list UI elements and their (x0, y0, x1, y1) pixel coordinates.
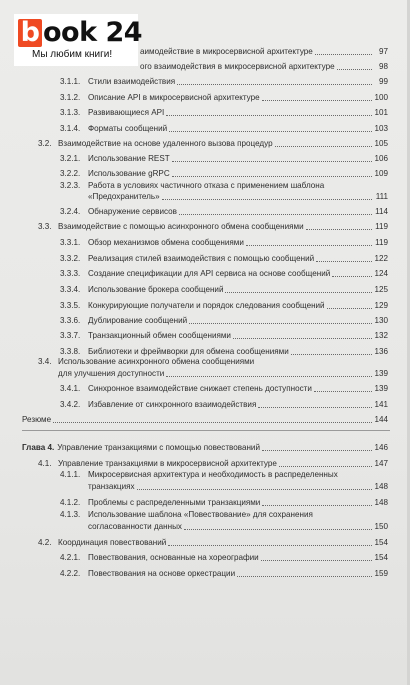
toc-title: Использование REST (88, 154, 170, 163)
toc-leader-dots (262, 100, 372, 101)
toc-number: 3.1.2. (60, 93, 81, 102)
toc-page-number: 129 (374, 301, 388, 310)
toc-row (60, 550, 388, 563)
toc-row (38, 456, 388, 469)
toc-page-number: 159 (374, 569, 388, 578)
toc-leader-dots (291, 354, 372, 355)
toc-leader-dots (137, 489, 372, 490)
toc-title: Форматы сообщений (88, 124, 168, 133)
toc-number: Глава 4. (22, 443, 55, 452)
logo-text: ook 24 (43, 17, 143, 48)
toc-row (22, 412, 388, 425)
toc-page-number: 99 (378, 77, 388, 86)
toc-title: Управление транзакциями с помощью повествований (57, 443, 260, 452)
toc-title: Управление транзакциями в микросервисной архитектуре (58, 459, 277, 468)
toc-page-number: 122 (374, 254, 388, 263)
toc-number: 3.3.8. (60, 347, 81, 356)
toc-number: 3.2.2. (60, 169, 81, 178)
toc-page-number: 114 (375, 207, 388, 216)
toc-title: Обнаружение сервисов (88, 207, 177, 216)
toc-page-number: 103 (374, 124, 388, 133)
toc-leader-dots (172, 176, 372, 177)
toc-title: Развивающиеся API (88, 108, 165, 117)
toc-row (60, 397, 388, 410)
toc-number: 4.2.2. (60, 569, 81, 578)
toc-leader-dots (246, 245, 372, 246)
toc-leader-dots (225, 292, 372, 293)
toc-leader-dots (179, 214, 372, 215)
divider (22, 430, 390, 431)
toc-row (60, 328, 388, 341)
toc-number: 4.1.2. (60, 498, 81, 507)
toc-title: ого взаимодействия в микросервисной архитектуре (140, 62, 335, 71)
toc-title: для улучшения доступности (58, 369, 165, 378)
toc-page-number: 130 (374, 316, 388, 325)
toc-number: 4.2. (38, 538, 52, 547)
toc-leader-dots (262, 450, 372, 451)
toc-page-number: 148 (374, 482, 388, 491)
toc-title: Координация повествований (58, 538, 167, 547)
logo-b-mark: b (18, 19, 42, 47)
toc-title: Описание API в микросервисной архитектуре (88, 93, 260, 102)
toc-text: 3.4. (38, 357, 52, 366)
toc-page-number: 136 (374, 347, 388, 356)
toc-page-number: 132 (374, 331, 388, 340)
toc-number: 3.4.2. (60, 400, 81, 409)
toc-number: 3.3. (38, 222, 52, 231)
toc-row (60, 298, 388, 311)
toc-row (38, 136, 388, 149)
book24-logo[interactable] (14, 14, 143, 66)
toc-leader-dots (189, 323, 372, 324)
toc-row (60, 381, 388, 394)
toc-title: Резюме (22, 415, 52, 424)
toc-number: 3.1.1. (60, 77, 81, 86)
toc-title: Обзор механизмов обмена сообщениями (88, 238, 244, 247)
toc-page-number: 125 (374, 285, 388, 294)
toc-leader-dots (314, 391, 372, 392)
toc-leader-dots (337, 69, 372, 70)
toc-leader-dots (332, 276, 372, 277)
toc-row-partial (140, 44, 388, 57)
toc-title: согласованности данных (88, 522, 182, 531)
toc-page-number: 147 (374, 459, 388, 468)
toc-page-number: 150 (374, 522, 388, 531)
toc-row (60, 235, 388, 248)
toc-row (60, 282, 388, 295)
toc-leader-dots (184, 529, 372, 530)
toc-number: 3.3.4. (60, 285, 81, 294)
toc-page-number: 139 (374, 369, 388, 378)
toc-number: 3.2.4. (60, 207, 81, 216)
toc-title: Взаимодействие на основе удаленного вызова процедур (58, 139, 273, 148)
toc-page-number: 109 (374, 169, 388, 178)
toc-page-number: 119 (375, 238, 388, 247)
toc-row (60, 105, 388, 118)
toc-row (58, 366, 388, 379)
toc-title: Создание спецификации для API сервиса на основе сообщений (88, 269, 331, 278)
toc-number: 4.1. (38, 459, 52, 468)
toc-page-number: 141 (374, 400, 388, 409)
toc-page-number: 111 (375, 192, 388, 201)
toc-leader-dots (233, 338, 372, 339)
toc-text: 4.1.1. (60, 470, 81, 479)
toc-number: 3.3.1. (60, 238, 81, 247)
toc-row-partial (140, 59, 388, 72)
toc-title: аимодействие в микросервисной архитектуре (140, 47, 313, 56)
toc-leader-dots (279, 466, 372, 467)
toc-title: Библиотеки и фреймворки для обмена сообщениями (88, 347, 289, 356)
toc-title: Проблемы с распределенными транзакциями (88, 498, 261, 507)
toc-title: Использование брокера сообщений (88, 285, 224, 294)
toc-row (60, 251, 388, 264)
toc-page-number: 146 (374, 443, 388, 452)
toc-row (88, 479, 388, 492)
toc-row (60, 344, 388, 357)
toc-row (60, 166, 388, 179)
toc-number: 3.3.2. (60, 254, 81, 263)
toc-page-number: 101 (374, 108, 388, 117)
toc-number: 3.3.6. (60, 316, 81, 325)
toc-row (60, 313, 388, 326)
toc-row (60, 266, 388, 279)
toc-page-number: 98 (378, 62, 388, 71)
toc-text: Микросервисная архитектура и необходимость в распределенных (88, 470, 338, 479)
toc-number: 3.1.4. (60, 124, 81, 133)
toc-page-number: 124 (374, 269, 388, 278)
toc-number: 3.2.1. (60, 154, 81, 163)
toc-row (88, 189, 388, 202)
toc-page-number: 100 (374, 93, 388, 102)
toc-text: 3.2.3. (60, 181, 81, 190)
toc-number: 3.2. (38, 139, 52, 148)
toc-number: 3.3.5. (60, 301, 81, 310)
toc-text: Использование асинхронного обмена сообщениями (58, 357, 255, 366)
toc-title: «Предохранитель» (88, 192, 160, 201)
toc-leader-dots (168, 545, 372, 546)
toc-chapter-row (22, 440, 388, 453)
toc-title: Избавление от синхронного взаимодействия (88, 400, 257, 409)
toc-title: Стили взаимодействия (88, 77, 176, 86)
toc-title: Повествования, основанные на хореографии (88, 553, 259, 562)
toc-page-number: 97 (378, 47, 388, 56)
toc-title: Повествования на основе оркестрации (88, 569, 236, 578)
toc-leader-dots (237, 576, 372, 577)
toc-leader-dots (258, 407, 372, 408)
toc-leader-dots (316, 261, 372, 262)
toc-leader-dots (327, 308, 372, 309)
toc-title: Конкурирующие получатели и порядок следования сообщений (88, 301, 325, 310)
toc-number: 3.4.1. (60, 384, 81, 393)
toc-page-number: 106 (374, 154, 388, 163)
toc-title: Транзакционный обмен сообщениями (88, 331, 231, 340)
toc-leader-dots (306, 229, 372, 230)
logo-wordmark (18, 18, 142, 48)
toc-row (60, 74, 388, 87)
toc-leader-dots (166, 376, 372, 377)
toc-page-number: 139 (374, 384, 388, 393)
toc-page-number: 119 (375, 222, 388, 231)
toc-page-number: 154 (374, 538, 388, 547)
toc-number: 4.2.1. (60, 553, 81, 562)
toc-leader-dots (261, 560, 372, 561)
toc-row (60, 90, 388, 103)
toc-leader-dots (177, 84, 372, 85)
toc-leader-dots (169, 131, 372, 132)
toc-page-number: 105 (374, 139, 388, 148)
toc-title: Дублирование сообщений (88, 316, 188, 325)
toc-row (88, 519, 388, 532)
toc-page-number: 148 (374, 498, 388, 507)
toc-leader-dots (166, 115, 372, 116)
logo-tagline: Мы любим книги! (32, 49, 113, 60)
toc-leader-dots (262, 505, 372, 506)
toc-text: Работа в условиях частичного отказа с применением шаблона (88, 181, 325, 190)
toc-number: 3.3.7. (60, 331, 81, 340)
toc-leader-dots (162, 199, 372, 200)
toc-number: 3.3.3. (60, 269, 81, 278)
toc-row (60, 495, 388, 508)
toc-row (38, 535, 388, 548)
toc-title: Реализация стилей взаимодействия с помощью сообщений (88, 254, 315, 263)
toc-number: 3.1.3. (60, 108, 81, 117)
toc-leader-dots (53, 422, 372, 423)
toc-row (38, 219, 388, 232)
toc-title: транзакциях (88, 482, 135, 491)
toc-leader-dots (275, 146, 372, 147)
toc-text: Использование шаблона «Повествование» для сохранения (88, 510, 313, 519)
toc-row (60, 151, 388, 164)
toc-title: Синхронное взаимодействие снижает степень доступности (88, 384, 312, 393)
toc-leader-dots (315, 54, 372, 55)
toc-title: Взаимодействие с помощью асинхронного обмена сообщениями (58, 222, 304, 231)
toc-title: Использование gRPC (88, 169, 170, 178)
toc-row (60, 204, 388, 217)
toc-text: 4.1.3. (60, 510, 81, 519)
toc-page-number: 144 (374, 415, 388, 424)
toc-leader-dots (172, 161, 372, 162)
toc-row (60, 121, 388, 134)
toc-page-number: 154 (374, 553, 388, 562)
toc-row (60, 566, 388, 579)
